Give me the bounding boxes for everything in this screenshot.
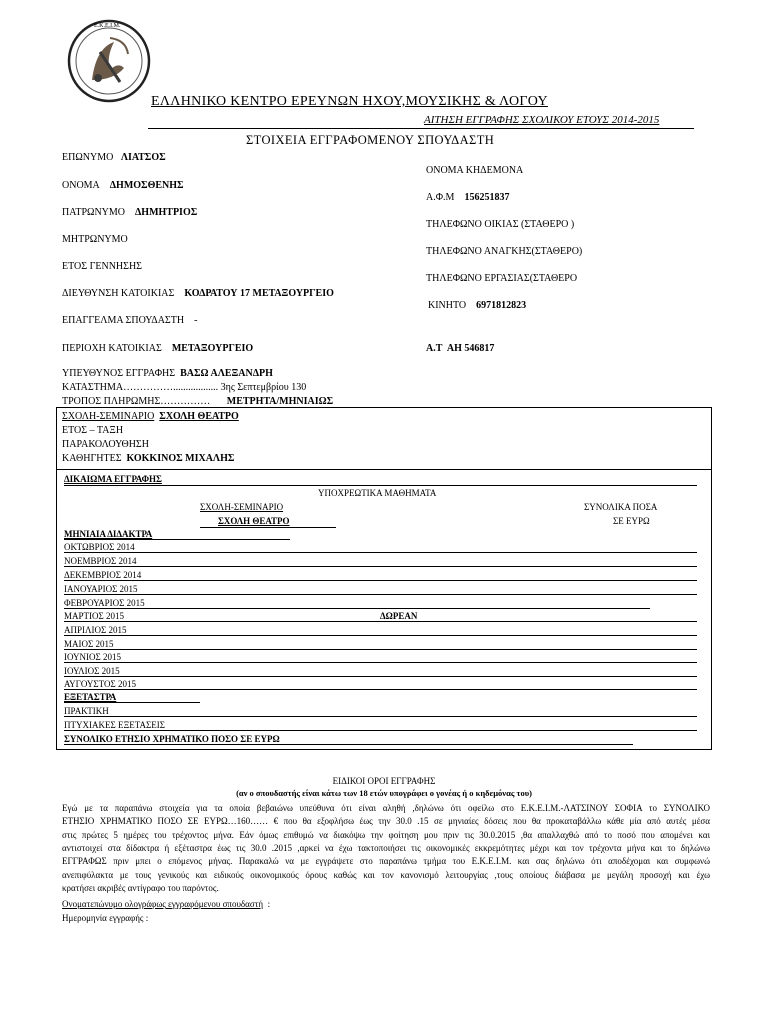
registrar-value: ΒΑΣΩ ΑΛΕΞΑΝΔΡΗ (180, 368, 273, 379)
work-phone-label: ΤΗΛΕΦΩΝΟ ΕΡΓΑΣΙΑΣ(ΣΤΑΘΕΡΟ (426, 273, 578, 284)
afm-label: Α.Φ.Μ (426, 192, 455, 203)
org-name: ΕΛΛΗΝΙΚΟ ΚΕΝΤΡΟ ΕΡΕΥΝΩΝ ΗΧΟΥ,ΜΟΥΣΙΚΗΣ & ΛΟΓΟΥ (151, 94, 548, 109)
store-row (62, 382, 306, 393)
registration-fee-label: ΔΙΚΑΙΩΜΑ ΕΓΓΡΑΦΗΣ (64, 474, 162, 484)
total-annual-label: ΣΥΝΟΛΙΚΟ ΕΤΗΣΙΟ ΧΡΗΜΑΤΙΚΟ ΠΟΣΟ ΣΕ ΕΥΡΩ (64, 734, 280, 744)
area-label: ΠΕΡΙΟΧΗ ΚΑΤΟΙΚΙΑΣ (62, 343, 162, 354)
registrar-row (62, 368, 273, 379)
month-row-label: ΔΕΚΕΜΒΡΙΟΣ 2014 (64, 570, 142, 580)
store-value: 3ης Σεπτεμβρίου 130 (220, 382, 307, 393)
father-row (62, 207, 197, 218)
school-value: ΣΧΟΛΗ ΘΕΑΤΡΟ (159, 411, 239, 422)
logo (66, 18, 152, 104)
home-phone-label: ΤΗΛΕΦΩΝΟ ΟΙΚΙΑΣ (ΣΤΑΘΕΡΟ ) (426, 219, 575, 230)
occupation-row (62, 315, 197, 326)
terms-line: ΕΓΓΡΑΦΩΣ πριν μπει ο επόμενος μήνας. Παρακαλώ να με εγγράψετε στο παραπάνω τμήμα του Ε.Κ.Ε.Ι.Μ. και σας δηλώνω ότι αποδέχομαι και συμφωνώ (62, 856, 710, 867)
name-row (62, 180, 184, 191)
monthly-fees-label: ΜΗΝΙΑΙΑ ΔΙΔΑΚΤΡΑ (64, 529, 153, 539)
month-row-line (64, 621, 697, 622)
exams-label: ΕΞΕΤΑΣΤΡΑ (64, 692, 117, 702)
teachers-row (62, 453, 234, 464)
fullname-row: Ονοματεπώνυμο ολογράφως εγγραφόμενου σπουδαστή : (62, 899, 271, 909)
father-label: ΠΑΤΡΩΝΥΜΟ (62, 207, 126, 218)
month-row-line (64, 566, 697, 567)
store-label: ΚΑΤΑΣΤΗΜΑ…………….................. (62, 382, 219, 393)
name-label: ΟΝΟΜΑ (62, 180, 100, 191)
month-row-line (64, 608, 650, 609)
month-row-label: ΜΑΙΟΣ 2015 (64, 639, 114, 649)
terms-line: στις πρώτες 5 ημέρες του τρέχοντος μήνα. Εάν όμως επιθυμώ να διακόψω την φοίτηση μου πριν τις 30.0.2015 ,θα απαλλαχθώ από το ποσό που απομένει και (62, 829, 710, 840)
terms-subtitle: (αν ο σπουδαστής είναι κάτω των 18 ετών υπογράφει ο γονέας ή ο κηδεμόνας του) (236, 788, 532, 798)
month-row-label: ΙΑΝΟΥΑΡΙΟΣ 2015 (64, 584, 138, 594)
guardian-name-label: ΟΝΟΜΑ ΚΗΔΕΜΟΝΑ (426, 165, 524, 176)
month-row-line (64, 662, 697, 663)
address-row (62, 288, 334, 299)
mobile-label: ΚΙΝΗΤΟ (428, 300, 467, 311)
school-seminar-header: ΣΧΟΛΗ-ΣΕΜΙΝΑΡΙΟ (200, 502, 284, 512)
total-amounts-label: ΣΥΝΟΛΙΚΑ ΠΟΣΑ (584, 502, 658, 512)
surname-label: ΕΠΩΝΥΜΟ (62, 152, 114, 163)
month-row-label: ΑΠΡΙΛΙΟΣ 2015 (64, 625, 127, 635)
mandatory-courses-label: ΥΠΟΧΡΕΩΤΙΚΑ ΜΑΘΗΜΑΤΑ (318, 488, 437, 498)
address-label: ΔΙΕΥΘΥΝΣΗ ΚΑΤΟΙΚΙΑΣ (62, 288, 175, 299)
terms-line: αντιστοιχεί στα δίδακτρα ή εξέταστρα έως τις 30.0 .2015 ,αρκεί να έχω τακτοποιήσει τις οικονομικές εκκρεμότητες μέχρι και τον τρέχοντα μήνα και το δηλώνω (62, 842, 710, 853)
address-value: ΚΟΔΡΑΤΟΥ 17 ΜΕΤΑΞΟΥΡΓΕΙΟ (184, 288, 334, 299)
free-note: ΔΩΡΕΑΝ (380, 611, 418, 621)
terms-line: ΕΤΗΣΙΟ ΧΡΗΜΑΤΙΚΟ ΠΟΣΟ ΣΕ ΕΥΡΩ…160…… € που θα εξοφλήσω έως την 30.0 .15 σε μηνιαίες δόσεις που θα προκαταβάλλω κάθε μία από αυτές μέσα (62, 816, 710, 827)
name-value: ΔΗΜΟΣΘΕΝΗΣ (109, 180, 184, 191)
degree-exams-label: ΠΤΥΧΙΑΚΕΣ ΕΞΕΤΑΣΕΙΣ (64, 720, 166, 730)
id-row (426, 343, 494, 354)
attendance-label: ΠΑΡΑΚΟΛΟΥΘΗΣΗ (62, 439, 149, 450)
area-row (62, 343, 253, 354)
terms-line: κρατήσει ακριβές αντίγραφο του παρόντος. (62, 882, 219, 893)
surname-value: ΛΙΑΤΣΟΣ (120, 152, 166, 163)
month-row-label: ΟΚΤΩΒΡΙΟΣ 2014 (64, 542, 135, 552)
payment-value: ΜΕΤΡΗΤΑ/ΜΗΝΙΑΙΩΣ (226, 396, 334, 407)
payment-label: ΤΡΟΠΟΣ ΠΛΗΡΩΜΗΣ…………… (62, 396, 211, 407)
month-row-label: ΦΕΒΡΟΥΑΡΙΟΣ 2015 (64, 598, 145, 608)
school-label: ΣΧΟΛΗ-ΣΕΜΙΝΑΡΙΟ (62, 411, 155, 422)
birth-year-label: ΕΤΟΣ ΓΕΝΝΗΣΗΣ (62, 261, 142, 272)
month-row-line (64, 594, 697, 595)
father-value: ΔΗΜΗΤΡΙΟΣ (135, 207, 198, 218)
terms-title: ΕΙΔΙΚΟΙ ΟΡΟΙ ΕΓΓΡΑΦΗΣ (332, 776, 436, 786)
id-value: ΑΗ 546817 (446, 343, 495, 354)
teachers-value: ΚΟΚΚΙΝΟΣ ΜΙΧΑΛΗΣ (126, 453, 235, 464)
logo-text: Ε.Κ.Ε.Ι.Μ. (94, 23, 121, 29)
surname-row (62, 152, 166, 163)
month-row-label: ΜΑΡΤΙΟΣ 2015 (64, 611, 124, 621)
mobile-value: 6971812823 (476, 300, 527, 311)
occupation-label: ΕΠΑΓΓΕΛΜΑ ΣΠΟΥΔΑΣΤΗ (62, 315, 185, 326)
registration-date-label: Ημερομηνία εγγραφής : (62, 913, 149, 923)
school-row (62, 411, 239, 422)
section-title: ΣΤΟΙΧΕΙΑ ΕΓΓΡΑΦΟΜΕΝΟΥ ΣΠΟΥΔΑΣΤΗ (246, 133, 495, 147)
month-row-label: ΑΥΓΟΥΣΤΟΣ 2015 (64, 679, 136, 689)
month-row-label: ΙΟΥΝΙΟΣ 2015 (64, 652, 122, 662)
in-euro-label: ΣΕ ΕΥΡΩ (613, 516, 650, 526)
registrar-label: ΥΠΕΥΘΥΝΟΣ ΕΓΓΡΑΦΗΣ (62, 368, 176, 379)
occupation-value: - (194, 315, 198, 326)
area-value: ΜΕΤΑΞΟΥΡΓΕΙΟ (171, 343, 254, 354)
id-label: Α.Τ (426, 343, 443, 354)
month-row-line (64, 676, 697, 677)
month-row-line (64, 552, 697, 553)
afm-row (426, 192, 509, 203)
payment-row (62, 396, 333, 407)
month-row-line (64, 580, 697, 581)
practical-label: ΠΡΑΚΤΙΚΗ (64, 706, 109, 716)
school-theatre-value: ΣΧΟΛΗ ΘΕΑΤΡΟ (218, 516, 290, 526)
terms-line: Εγώ με τα παραπάνω στοιχεία για τα οποία βεβαιώνω υπεύθυνα ότι είναι αληθή ,δηλώνω ότι οφείλω στο Ε.Κ.Ε.Ι.Μ.-ΛΑΤΣΙΝΟΥ ΣΟΦΙΑ το ΣΥΝΟΛΙΚΟ (62, 803, 710, 813)
year-class-label: ΕΤΟΣ – ΤΑΞΗ (62, 425, 124, 436)
terms-line: ανεπιφύλακτα με τους γενικούς και ειδικούς οικονομικούς όρους καθώς και τον κανονισμό λειτουργίας ,τους οποίους διάβασα με μεγάλη προσοχή και έχω (62, 869, 710, 880)
month-row-line (64, 689, 697, 690)
month-row-line (64, 649, 697, 650)
month-row-label: ΝΟΕΜΒΡΙΟΣ 2014 (64, 556, 137, 566)
mother-label: ΜΗΤΡΩΝΥΜΟ (62, 234, 128, 245)
month-row-line (64, 635, 697, 636)
emergency-phone-label: ΤΗΛΕΦΩΝΟ ΑΝΑΓΚΗΣ(ΣΤΑΘΕΡΟ) (426, 246, 583, 257)
teachers-label: ΚΑΘΗΓΗΤΕΣ (62, 453, 122, 464)
month-row-label: ΙΟΥΛΙΟΣ 2015 (64, 666, 120, 676)
fullname-label: Ονοματεπώνυμο ολογράφως εγγραφόμενου σπουδαστή (62, 899, 264, 909)
application-title: ΑΙΤΗΣΗ ΕΓΓΡΑΦΗΣ ΣΧΟΛΙΚΟΥ ΕΤΟΥΣ 2014-2015 (424, 114, 660, 126)
mobile-row (428, 300, 526, 311)
afm-value: 156251837 (464, 192, 510, 203)
